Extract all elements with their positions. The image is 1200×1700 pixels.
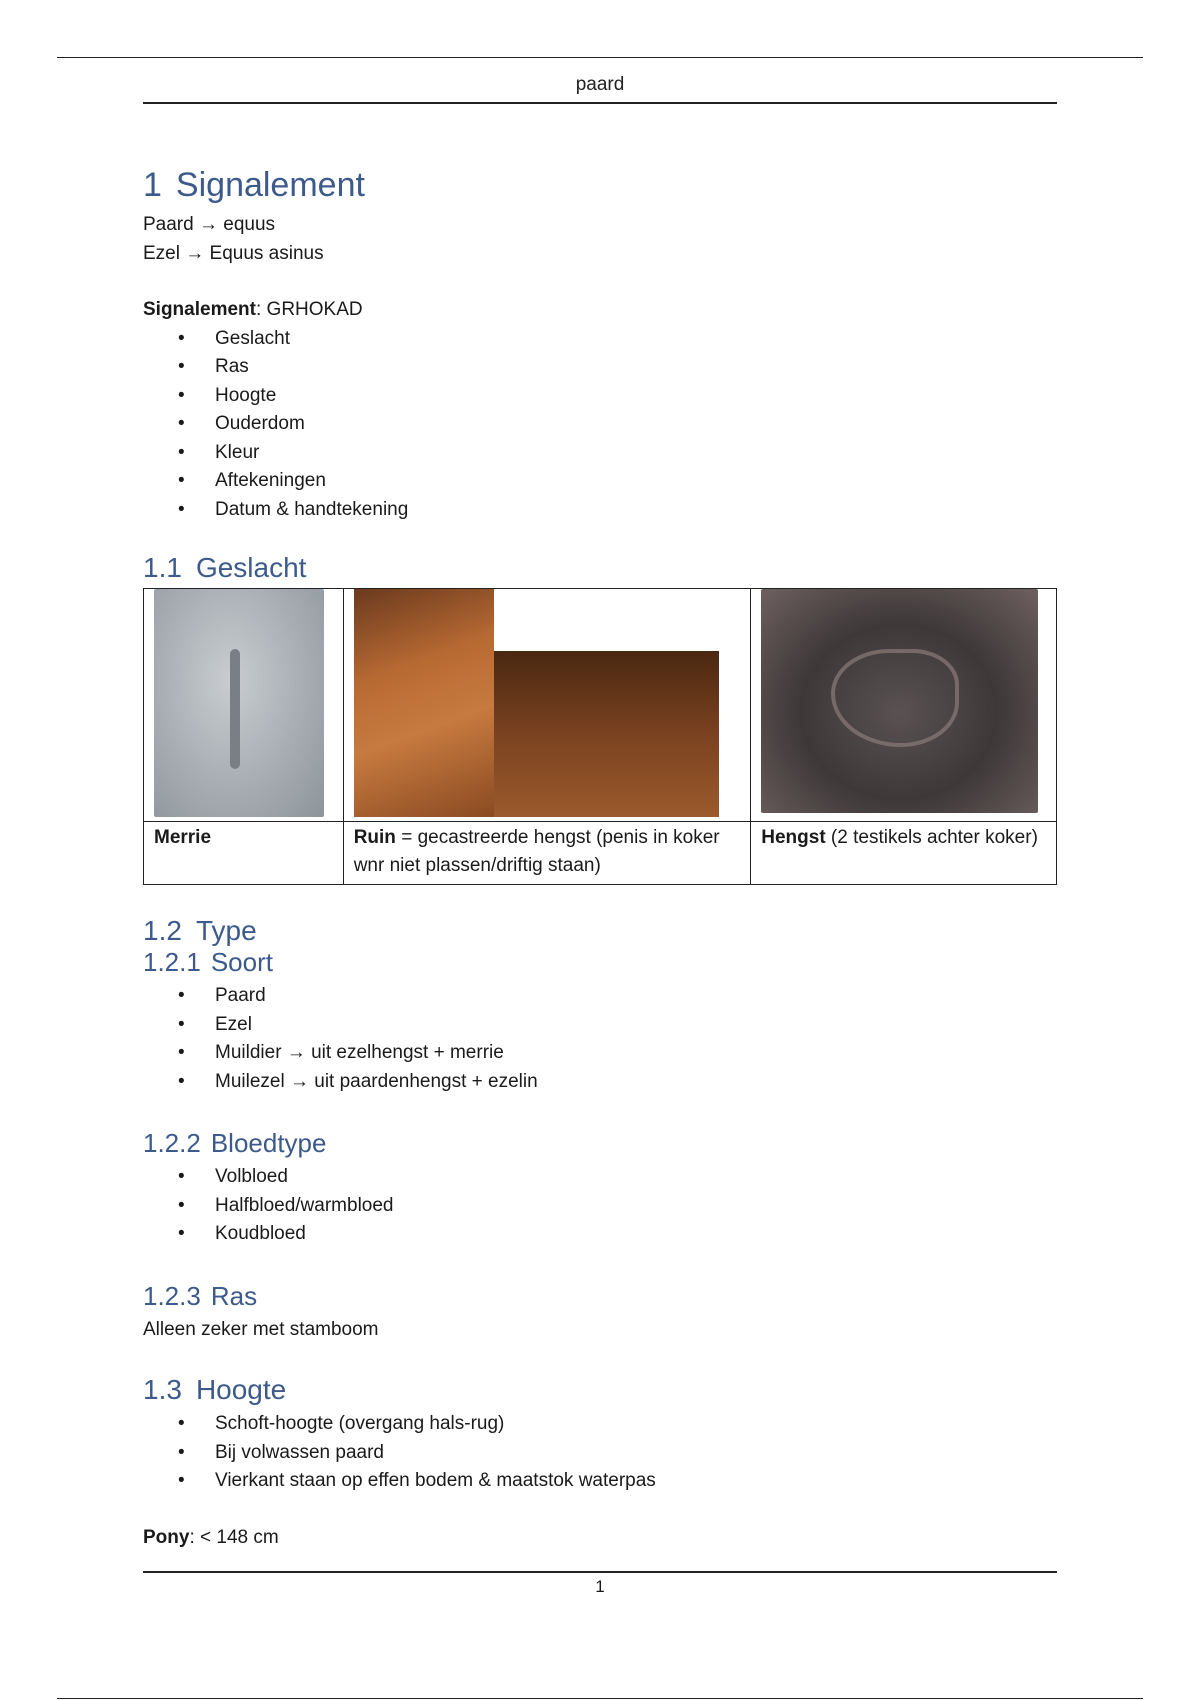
page-number: 1 [595, 1577, 605, 1596]
heading-signalement [143, 166, 1057, 205]
signalement-list [143, 325, 1057, 525]
page-top-rule [57, 57, 1143, 58]
heading-ras [143, 1281, 1057, 1312]
list-item: • Volbloed [178, 1166, 288, 1187]
list-item: • Paard [178, 985, 266, 1006]
heading-bloedtype [143, 1128, 1057, 1159]
signalement-line [143, 296, 1057, 325]
heading-title: Geslacht [195, 552, 307, 583]
heading-number: 1 [143, 166, 162, 204]
list-item: • Ouderdom [178, 413, 305, 434]
list-item: • Aftekeningen [178, 470, 326, 491]
ruin-photo-cell [343, 589, 751, 822]
heading-title: Hoogte [195, 1374, 287, 1405]
heading-title: Type [195, 915, 257, 946]
hoogte-list [143, 1410, 1057, 1496]
document-page [143, 62, 1057, 1552]
heading-number: 1.1 [143, 552, 182, 583]
list-item: • Ezel [178, 1013, 252, 1035]
list-item: • Datum & handtekening [178, 498, 409, 520]
list-item: • Koudbloed [178, 1223, 306, 1244]
ras-text: Alleen zeker met stamboom [143, 1318, 379, 1340]
intro-line-2: Ezel → Equus asinus [143, 242, 324, 264]
intro-line-1: Paard → equus [143, 214, 276, 235]
merrie-photo-cell [144, 589, 344, 822]
footer-rule [143, 1571, 1057, 1573]
heading-geslacht [143, 552, 1057, 584]
list-item: • Hoogte [178, 384, 277, 406]
heading-number: 1.3 [143, 1374, 182, 1405]
list-item: • Ras [178, 356, 249, 377]
signalement-value: : GRHOKAD [255, 299, 363, 320]
heading-hoogte [143, 1374, 1057, 1406]
list-item: • Geslacht [178, 327, 290, 349]
heading-type [143, 915, 1057, 947]
list-item: • Bij volwassen paard [178, 1441, 384, 1463]
pony-line [143, 1524, 1057, 1553]
heading-number: 1.2.2 [143, 1128, 201, 1158]
ruin-caption: Ruin = gecastreerde hengst (penis in koker wnr niet plassen/driftig staan) [343, 822, 751, 885]
heading-number: 1.2.3 [143, 1280, 201, 1311]
hengst-photo [761, 589, 1038, 813]
heading-soort [143, 947, 1057, 978]
list-item: • Kleur [178, 441, 260, 463]
list-item: • Muilezel → uit paardenhengst + ezelin [178, 1070, 538, 1092]
soort-list [143, 982, 1057, 1096]
running-header: paard [143, 62, 1057, 104]
heading-number: 1.2 [143, 915, 182, 946]
hengst-photo-cell [751, 589, 1057, 822]
pony-label: Pony [143, 1526, 190, 1548]
heading-title: Soort [210, 947, 273, 977]
heading-title: Ras [210, 1280, 258, 1311]
signalement-label: Signalement [143, 299, 256, 320]
heading-title: Signalement [175, 166, 365, 204]
heading-number: 1.2.1 [143, 947, 201, 977]
merrie-caption: Merrie [144, 822, 344, 885]
geslacht-table [143, 588, 1057, 885]
list-item: • Schoft-hoogte (overgang hals-rug) [178, 1413, 505, 1434]
list-item: • Muildier → uit ezelhengst + merrie [178, 1042, 504, 1063]
hengst-caption: Hengst (2 testikels achter koker) [751, 822, 1057, 885]
merrie-photo [154, 589, 324, 817]
pony-value: : < 148 cm [189, 1526, 279, 1548]
list-item: • Halfbloed/warmbloed [178, 1194, 394, 1216]
heading-title: Bloedtype [210, 1128, 327, 1158]
list-item: • Vierkant staan op effen bodem & maatstok waterpas [178, 1470, 656, 1491]
ruin-photo [354, 589, 727, 817]
bloedtype-list [143, 1163, 1057, 1249]
page-bottom-rule [57, 1698, 1143, 1699]
